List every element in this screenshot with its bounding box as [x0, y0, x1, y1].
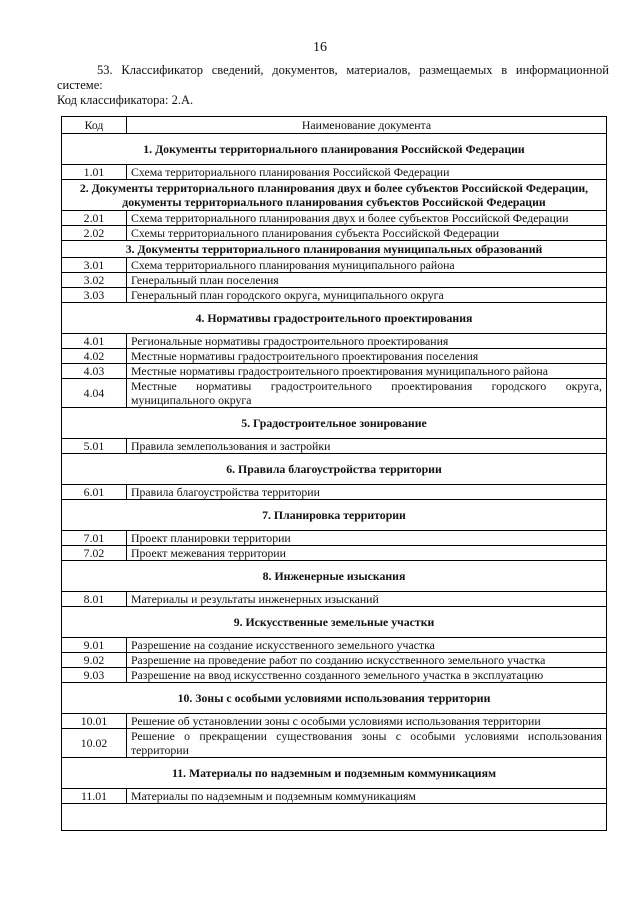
table-row	[62, 485, 607, 500]
row-code: 4.01	[62, 334, 127, 349]
classifier-table	[61, 116, 607, 831]
row-code: 7.02	[62, 546, 127, 561]
table-header-row	[62, 117, 607, 134]
section-row	[62, 758, 607, 789]
table-row	[62, 653, 607, 668]
row-code: 2.01	[62, 211, 127, 226]
row-name: Проект планировки территории	[127, 531, 607, 546]
table-row	[62, 226, 607, 241]
row-name: Региональные нормативы градостроительного проектирования	[127, 334, 607, 349]
row-code: 9.01	[62, 638, 127, 653]
row-code: 5.01	[62, 439, 127, 454]
section-title: 10. Зоны с особыми условиями использования территории	[62, 683, 607, 714]
section-row	[62, 241, 607, 258]
section-row	[62, 454, 607, 485]
row-name: Материалы и результаты инженерных изысканий	[127, 592, 607, 607]
row-name: Местные нормативы градостроительного проектирования городского округа, муниципального округа	[127, 379, 607, 408]
table-row	[62, 349, 607, 364]
row-code: 4.02	[62, 349, 127, 364]
table-row	[62, 379, 607, 408]
row-code: 7.01	[62, 531, 127, 546]
row-code: 1.01	[62, 165, 127, 180]
table-row	[62, 334, 607, 349]
table-row	[62, 789, 607, 804]
table-row	[62, 592, 607, 607]
row-code: 9.02	[62, 653, 127, 668]
section-title: 11. Материалы по надземным и подземным коммуникациям	[62, 758, 607, 789]
row-name: Разрешение на проведение работ по созданию искусственного земельного участка	[127, 653, 607, 668]
row-code: 4.04	[62, 379, 127, 408]
page-number: 16	[313, 40, 327, 55]
section-title: 8. Инженерные изыскания	[62, 561, 607, 592]
intro-heading: 53. Классификатор сведений, документов, материалов, размещаемых в информационной системе:	[57, 63, 609, 92]
row-code: 9.03	[62, 668, 127, 683]
row-code: 8.01	[62, 592, 127, 607]
section-title: 1. Документы территориального планирования Российской Федерации	[62, 134, 607, 165]
row-name: Схема территориального планирования муниципального района	[127, 258, 607, 273]
row-name: Правила благоустройства территории	[127, 485, 607, 500]
table-row	[62, 165, 607, 180]
row-name: Схема территориального планирования двух и более субъектов Российской Федерации	[127, 211, 607, 226]
section-title: 2. Документы территориального планирования двух и более субъектов Российской Федерации, документы территориального планирования субъектов Российской Федерации	[62, 180, 607, 211]
table-row	[62, 546, 607, 561]
header-code: Код	[62, 117, 127, 134]
row-code: 3.02	[62, 273, 127, 288]
empty-cell	[62, 804, 607, 831]
table-row	[62, 714, 607, 729]
row-code: 10.02	[62, 729, 127, 758]
row-name: Разрешение на ввод искусственно созданного земельного участка в эксплуатацию	[127, 668, 607, 683]
table-row	[62, 364, 607, 379]
section-title: 7. Планировка территории	[62, 500, 607, 531]
section-row	[62, 683, 607, 714]
section-title: 4. Нормативы градостроительного проектирования	[62, 303, 607, 334]
empty-row	[62, 804, 607, 831]
section-row	[62, 180, 607, 211]
section-title: 5. Градостроительное зонирование	[62, 408, 607, 439]
section-title: 3. Документы территориального планирования муниципальных образований	[62, 241, 607, 258]
row-name: Разрешение на создание искусственного земельного участка	[127, 638, 607, 653]
header-name: Наименование документа	[127, 117, 607, 134]
table-row	[62, 288, 607, 303]
section-row	[62, 134, 607, 165]
row-code: 3.01	[62, 258, 127, 273]
table-row	[62, 729, 607, 758]
table-row	[62, 211, 607, 226]
table-row	[62, 531, 607, 546]
row-code: 10.01	[62, 714, 127, 729]
row-name: Схемы территориального планирования субъекта Российской Федерации	[127, 226, 607, 241]
row-name: Схема территориального планирования Российской Федерации	[127, 165, 607, 180]
section-row	[62, 408, 607, 439]
row-name: Правила землепользования и застройки	[127, 439, 607, 454]
table-body	[62, 134, 607, 831]
row-name: Материалы по надземным и подземным коммуникациям	[127, 789, 607, 804]
row-code: 11.01	[62, 789, 127, 804]
intro-block	[57, 63, 609, 108]
table-row	[62, 638, 607, 653]
section-row	[62, 500, 607, 531]
row-code: 6.01	[62, 485, 127, 500]
row-name: Местные нормативы градостроительного проектирования муниципального района	[127, 364, 607, 379]
row-name: Решение о прекращении существования зоны с особыми условиями использования территории	[127, 729, 607, 758]
table-row	[62, 668, 607, 683]
row-name: Местные нормативы градостроительного проектирования поселения	[127, 349, 607, 364]
table-row	[62, 258, 607, 273]
section-row	[62, 561, 607, 592]
section-row	[62, 607, 607, 638]
row-name: Проект межевания территории	[127, 546, 607, 561]
section-title: 9. Искусственные земельные участки	[62, 607, 607, 638]
row-code: 3.03	[62, 288, 127, 303]
row-code: 2.02	[62, 226, 127, 241]
classifier-code: Код классификатора: 2.А.	[57, 93, 194, 107]
section-title: 6. Правила благоустройства территории	[62, 454, 607, 485]
row-code: 4.03	[62, 364, 127, 379]
row-name: Решение об установлении зоны с особыми условиями использования территории	[127, 714, 607, 729]
table-row	[62, 273, 607, 288]
row-name: Генеральный план поселения	[127, 273, 607, 288]
section-row	[62, 303, 607, 334]
table-row	[62, 439, 607, 454]
row-name: Генеральный план городского округа, муниципального округа	[127, 288, 607, 303]
